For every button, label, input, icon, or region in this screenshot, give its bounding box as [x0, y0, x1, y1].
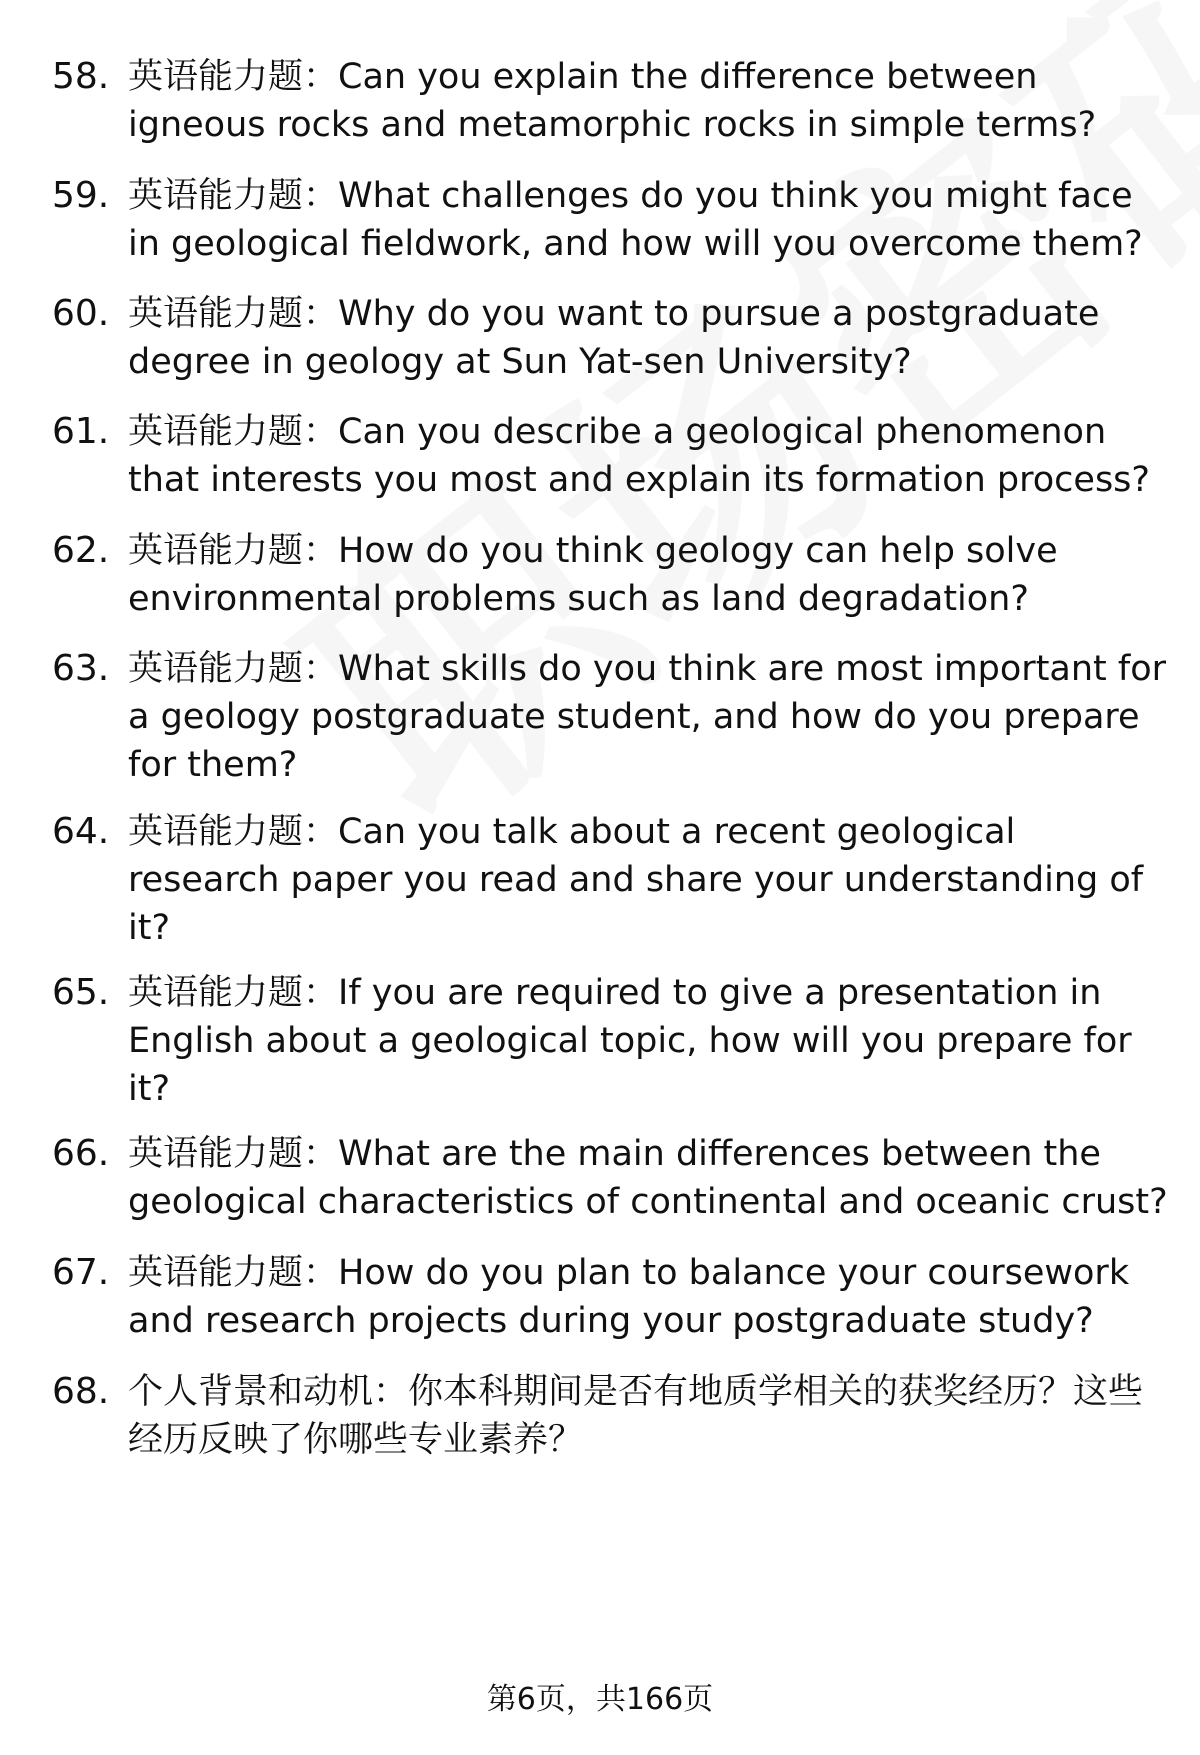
question-number: 60.	[52, 293, 110, 334]
question-number: 64.	[52, 811, 110, 852]
question-category: 英语能力题：	[128, 57, 339, 97]
question-body	[128, 53, 1168, 149]
question-text: If you are required to give a presentation in English about a geological topic, how will you prepare for it?	[128, 973, 1132, 1109]
question-body	[128, 1130, 1168, 1226]
question-category: 英语能力题：	[128, 176, 339, 216]
question-category: 个人背景和动机：	[128, 1372, 409, 1412]
question-text: How do you plan to balance your coursework and research projects during your postgraduate study?	[128, 1253, 1130, 1341]
question-category: 英语能力题：	[128, 1134, 339, 1174]
page-footer	[0, 1680, 1200, 1720]
question-number: 61.	[52, 411, 110, 452]
question-number: 65.	[52, 972, 110, 1013]
question-text: Can you explain the difference between igneous rocks and metamorphic rocks in simple terms?	[128, 57, 1097, 145]
question-text: Can you talk about a recent geological research paper you read and share your understanding of it?	[128, 812, 1144, 948]
question-body	[128, 527, 1168, 623]
question-text: What skills do you think are most important for a geology postgraduate student, and how do you prepare for them?	[128, 649, 1167, 785]
question-category: 英语能力题：	[128, 812, 339, 852]
question-body	[128, 290, 1168, 386]
question-number: 67.	[52, 1252, 110, 1293]
question-category: 英语能力题：	[128, 1253, 339, 1293]
question-text: What are the main differences between the geological characteristics of continental and oceanic crust?	[128, 1134, 1168, 1222]
question-number: 63.	[52, 648, 110, 689]
question-body	[128, 808, 1168, 952]
question-number: 66.	[52, 1133, 110, 1174]
page-number-label: 第6页，共166页	[486, 1682, 714, 1717]
question-number: 68.	[52, 1371, 110, 1412]
question-number: 62.	[52, 530, 110, 571]
question-category: 英语能力题：	[128, 973, 339, 1013]
question-body	[128, 1368, 1168, 1464]
question-category: 英语能力题：	[128, 531, 339, 571]
question-body	[128, 969, 1168, 1113]
question-category: 英语能力题：	[128, 412, 339, 452]
question-body	[128, 408, 1168, 504]
question-category: 英语能力题：	[128, 649, 339, 689]
question-text: What challenges do you think you might face in geological fieldwork, and how will you overcome them?	[128, 176, 1143, 264]
question-text: Why do you want to pursue a postgraduate degree in geology at Sun Yat-sen University?	[128, 294, 1100, 382]
question-body	[128, 1249, 1168, 1345]
question-body	[128, 172, 1168, 268]
question-number: 59.	[52, 175, 110, 216]
question-text: How do you think geology can help solve environmental problems such as land degradation?	[128, 531, 1058, 619]
question-number: 58.	[52, 56, 110, 97]
question-text: Can you describe a geological phenomenon that interests you most and explain its formation process?	[128, 412, 1150, 500]
question-text: 你本科期间是否有地质学相关的获奖经历？这些经历反映了你哪些专业素养？	[128, 1372, 1144, 1460]
question-category: 英语能力题：	[128, 294, 339, 334]
question-body	[128, 645, 1168, 789]
